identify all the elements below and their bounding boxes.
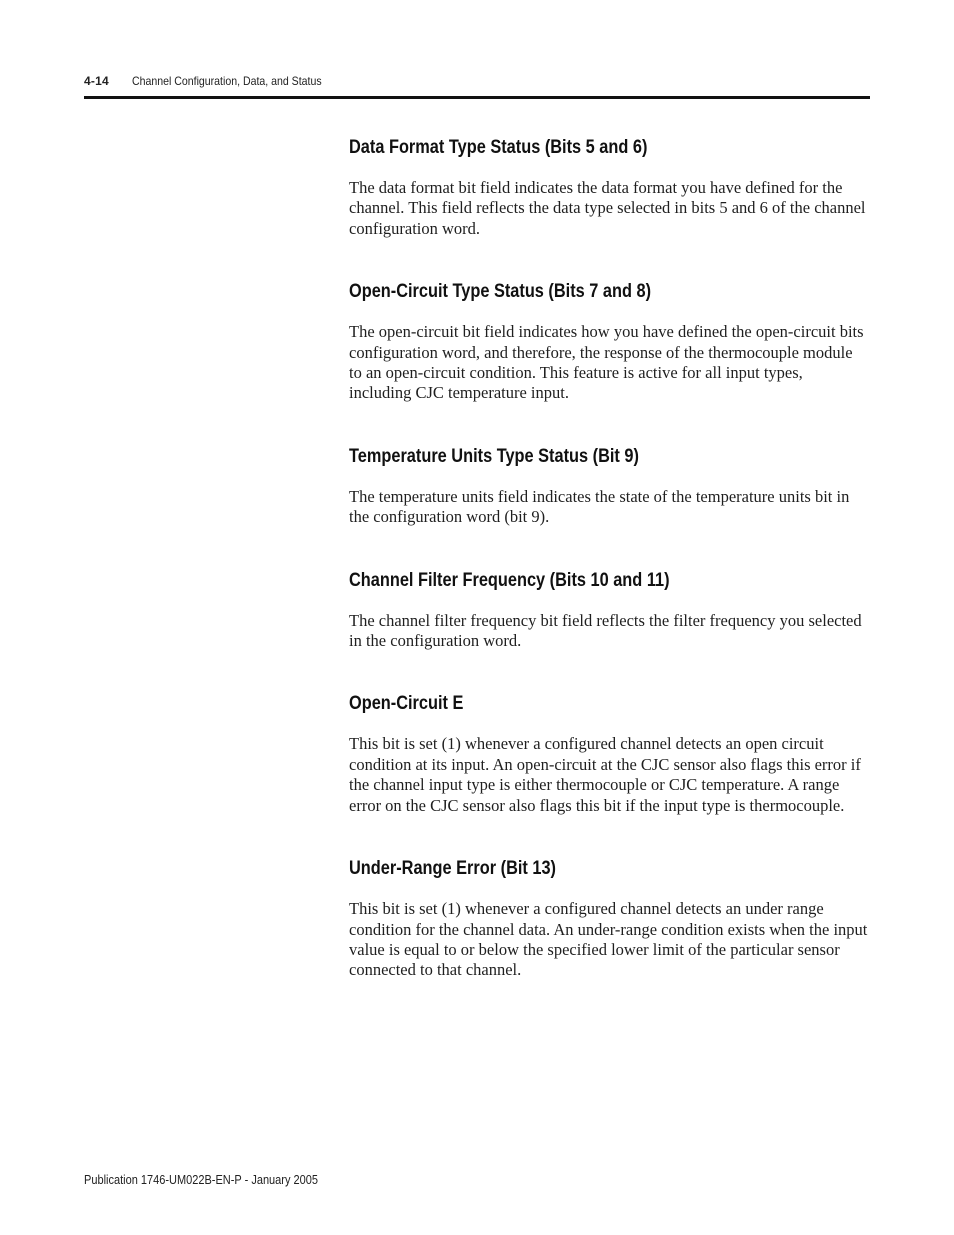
section-heading: Channel Filter Frequency (Bits 10 and 11): [349, 569, 670, 591]
section-heading: Under-Range Error (Bit 13): [349, 858, 557, 880]
section-open-circuit-type: [349, 274, 869, 404]
header-rule: [84, 96, 870, 99]
section-body: The data format bit field indicates the data format you have defined for the channel. This field reflects the data type selected in bits 5 and 6 of the channel configuration word.: [349, 178, 866, 238]
section-body: The channel filter frequency bit field reflects the filter frequency you selected in the configuration word.: [349, 610, 862, 651]
page-content: [349, 130, 869, 1016]
page-header: [84, 72, 870, 92]
section-open-circuit-error: [349, 686, 869, 816]
section-heading: Open-Circuit E: [349, 693, 464, 715]
publication-footer: Publication 1746-UM022B-EN-P - January 2005: [84, 1173, 318, 1187]
page-number: 4-14: [84, 74, 109, 88]
section-body: This bit is set (1) whenever a configured channel detects an open circuit condition at its input. An open-circuit at the CJC sensor also flags this error if the channel input type is either thermocouple or CJC temperature. A range error on the CJC sensor also flags this bit if the input type is thermocouple.: [349, 734, 861, 815]
section-heading: Data Format Type Status (Bits 5 and 6): [349, 137, 648, 158]
section-temperature-units: [349, 439, 869, 528]
section-body: The temperature units field indicates the state of the temperature units bit in the configuration word (bit 9).: [349, 486, 850, 527]
running-title: Channel Configuration, Data, and Status: [132, 74, 322, 88]
section-channel-filter: [349, 563, 869, 652]
section-heading: Open-Circuit Type Status (Bits 7 and 8): [349, 281, 652, 303]
section-body: This bit is set (1) whenever a configured channel detects an under range condition for the channel data. An under-range condition exists when the input value is equal to or below the specified lower limit of the particular sensor connected to that channel.: [349, 899, 868, 980]
section-under-range: [349, 851, 869, 981]
section-body: The open-circuit bit field indicates how you have defined the open-circuit bits configuration word, and therefore, the response of the thermocouple module to an open-circuit condition. This feature is active for all input types, including CJC temperature input.: [349, 322, 864, 403]
section-data-format: [349, 130, 869, 239]
section-heading: Temperature Units Type Status (Bit 9): [349, 445, 639, 467]
